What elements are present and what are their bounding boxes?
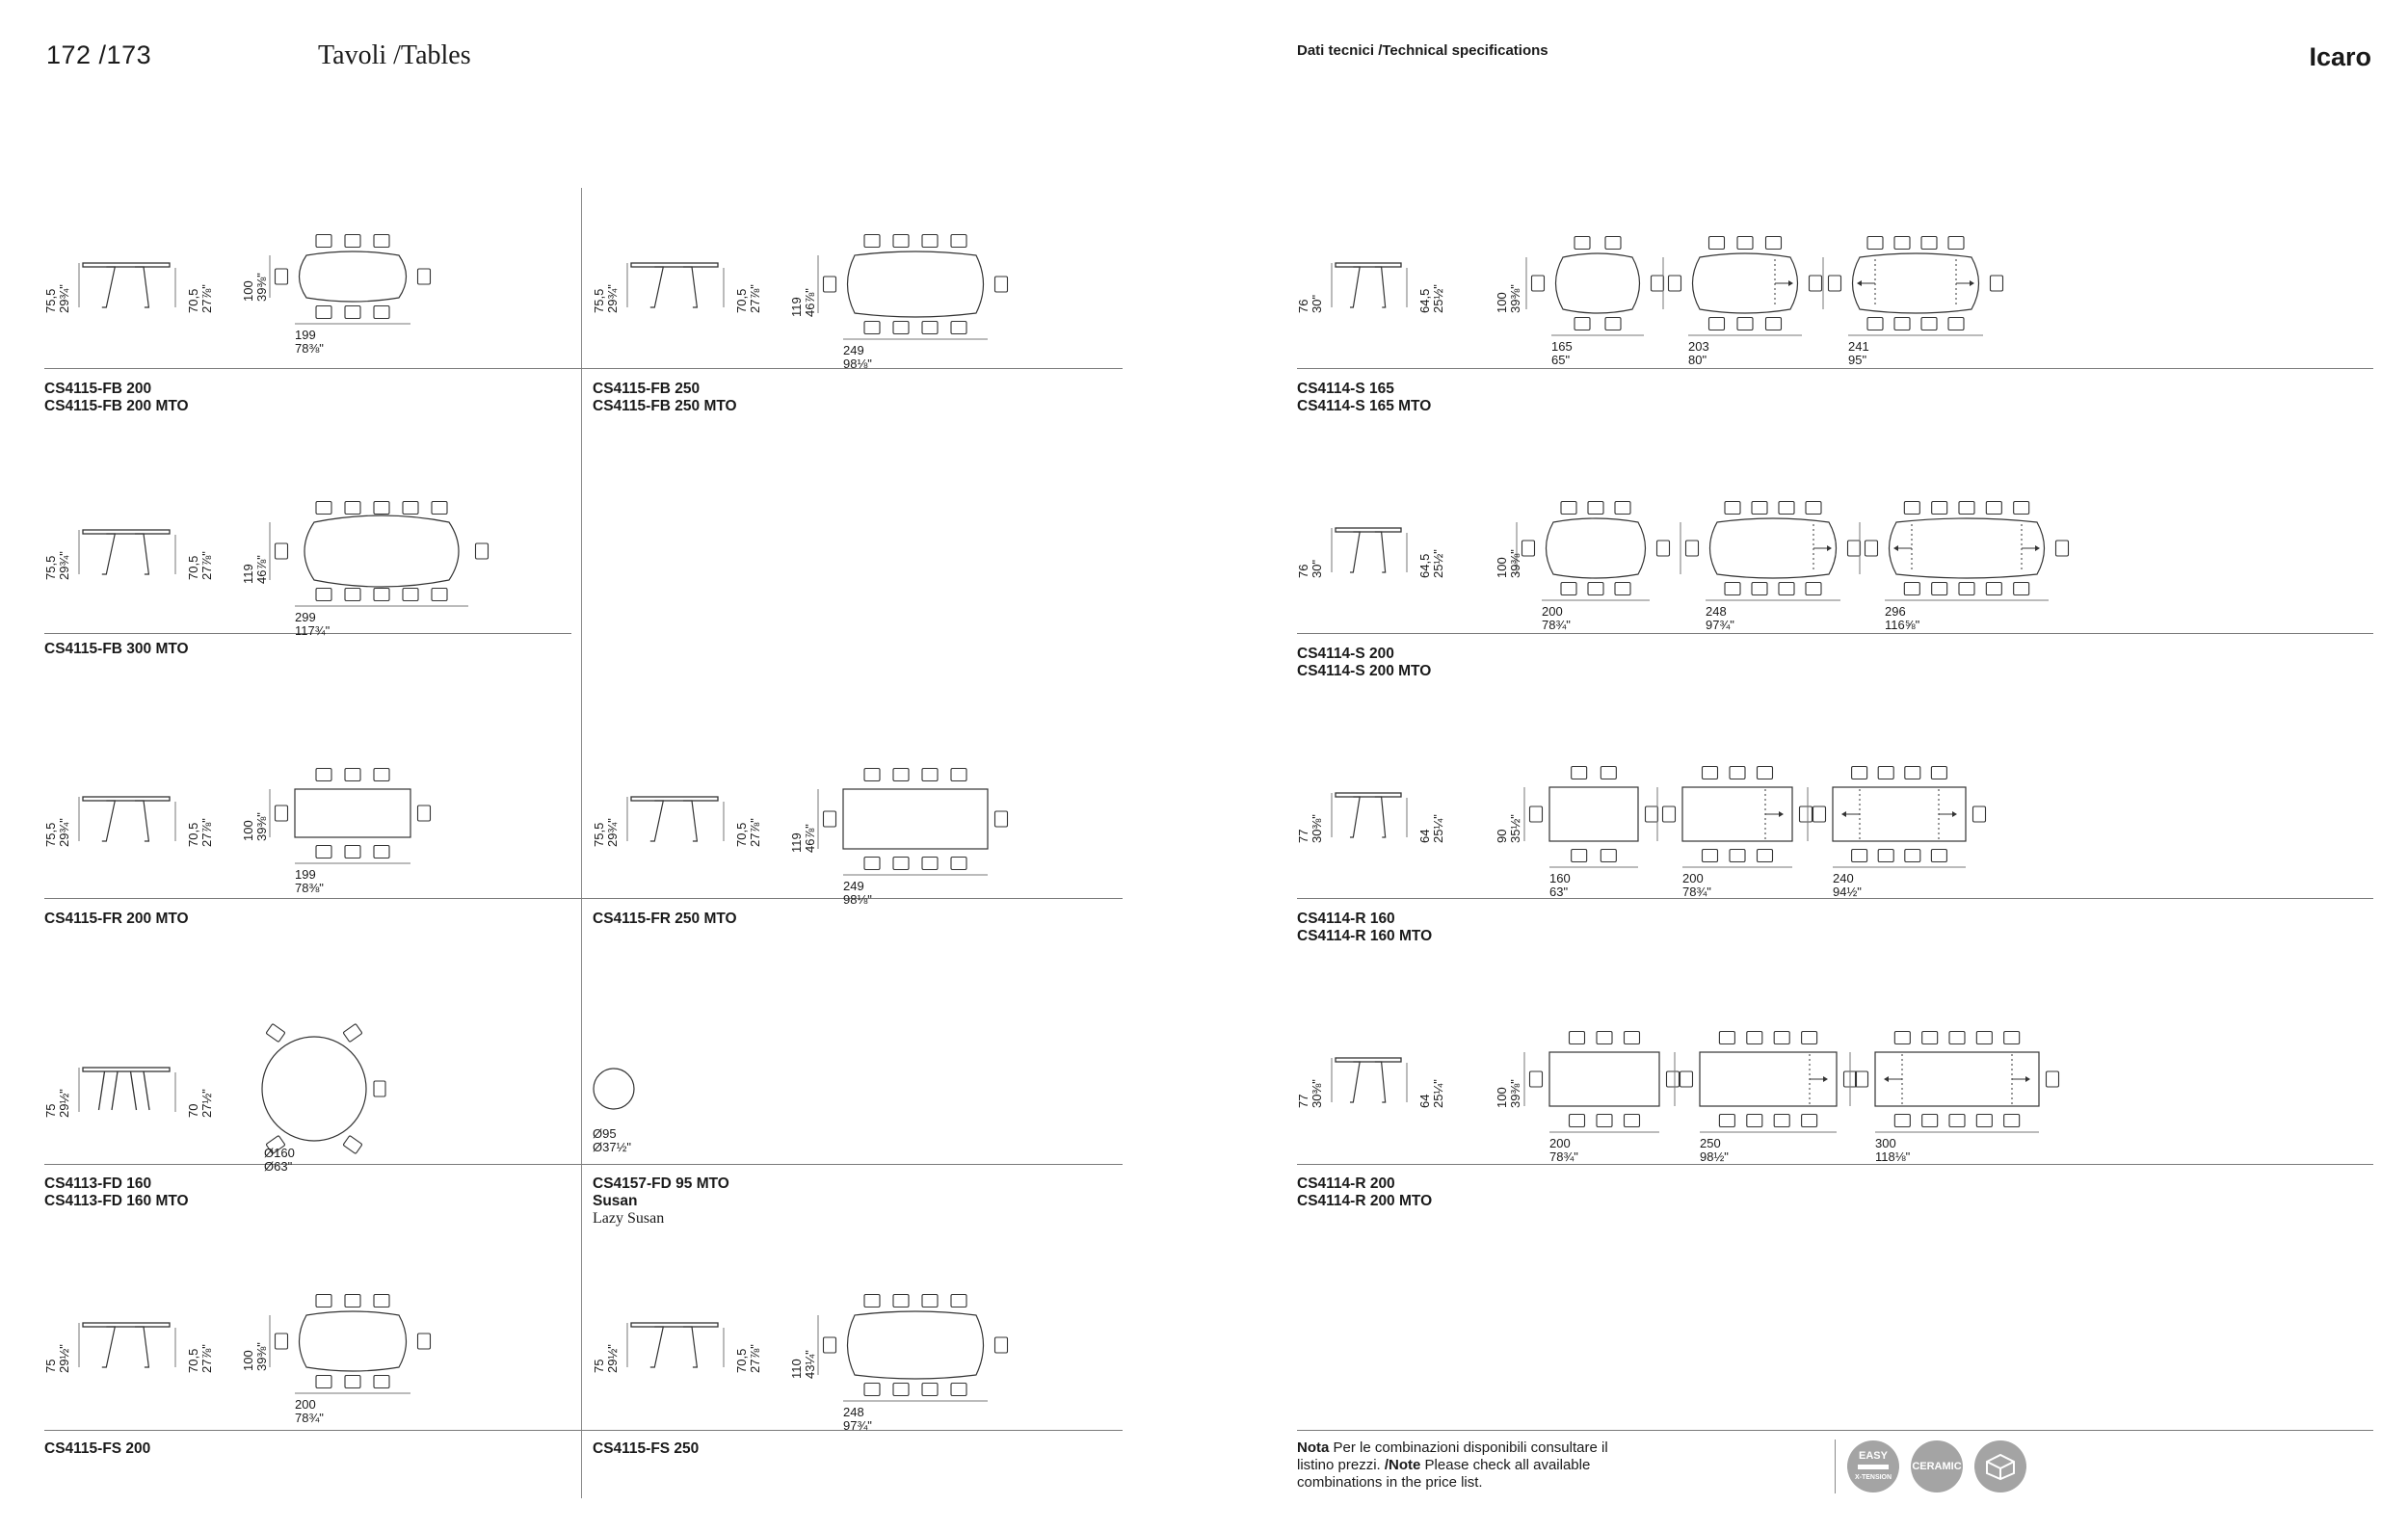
dimension-label: 119 [789, 297, 804, 317]
table-elevation [1332, 263, 1407, 307]
dimension-label: 70,5 [734, 288, 749, 313]
product-codes [593, 1175, 729, 1228]
dimension-label: 29½" [57, 1089, 71, 1118]
dimension-label: 248 [843, 1405, 864, 1419]
product-code: CS4114-R 160 [1297, 911, 1395, 927]
dimension-label: 241 [1848, 339, 1869, 354]
dimension-label: 39⅜" [1508, 284, 1522, 313]
arrowhead-icon [1857, 280, 1862, 286]
table-cell-fd95 [593, 983, 1132, 1243]
badge-ceramic-label: CERAMIC [1912, 1460, 1962, 1472]
table-row-s165 [1297, 188, 2373, 448]
product-code: CS4115-FB 200 MTO [44, 398, 189, 414]
product-code: CS4157-FD 95 MTO [593, 1175, 729, 1192]
table-plan [1524, 1032, 1680, 1133]
dimension-label: 64 [1417, 829, 1432, 843]
product-code: CS4115-FS 200 [44, 1440, 151, 1457]
dimension-label: 77 [1296, 1094, 1310, 1108]
product-code: CS4114-R 160 MTO [1297, 928, 1433, 944]
dimension-label: 29¾" [57, 818, 71, 847]
dimension-label: 75,5 [592, 288, 606, 313]
dimension-label: 97¾" [843, 1418, 872, 1433]
dimension-label: 43¼" [803, 1350, 817, 1379]
product-code: CS4114-R 200 [1297, 1175, 1395, 1192]
dimension-label: 46⅞" [803, 824, 817, 853]
drawing [44, 718, 584, 978]
arrowhead-icon [1893, 545, 1898, 551]
table-plan [1860, 502, 2069, 601]
table-plan [1526, 237, 1664, 336]
dimension-label: 200 [295, 1397, 316, 1412]
product-code: CS4114-S 200 [1297, 646, 1394, 662]
dimension-label: 25¼" [1431, 1079, 1445, 1108]
dimension-label: 30" [1310, 559, 1324, 578]
dimension-label: 117¾" [295, 623, 331, 638]
dimension-label: 75 [43, 1103, 58, 1118]
dimension-label: 70,5 [186, 555, 200, 580]
product-code: CS4113-FD 160 [44, 1175, 152, 1192]
dimension-label: 70 [186, 1103, 200, 1118]
drawing [44, 453, 584, 713]
dimension-label: 78¾" [1542, 618, 1571, 632]
dimension-label: 35½" [1508, 814, 1522, 843]
table-cell-fr200 [44, 718, 584, 978]
dimension-label: 100 [241, 1350, 255, 1371]
dimension-label: 78¾" [295, 1411, 324, 1425]
dimension-label: 98⅛" [843, 892, 872, 907]
drawing [593, 1248, 1132, 1508]
table-plan [270, 502, 489, 607]
dimension-label: 70,5 [734, 1348, 749, 1373]
arrowhead-icon [2035, 545, 2040, 551]
dimension-label: 27½" [199, 1089, 214, 1118]
dimension-label: 78⅜" [295, 341, 324, 356]
dimension-label: 203 [1688, 339, 1709, 354]
dimension-label: 90 [1495, 829, 1509, 843]
drawing [1297, 453, 2373, 713]
dimension-label: 70,5 [734, 822, 749, 847]
dimension-label: 27⅞" [748, 1344, 762, 1373]
product-code: CS4115-FB 200 [44, 381, 152, 397]
dimension-label: 64,5 [1417, 288, 1432, 313]
drawing [593, 718, 1132, 978]
dimension-label: 75 [43, 1359, 58, 1373]
easy-xtension-icon [1847, 1440, 1899, 1492]
dimension-label: 75,5 [43, 555, 58, 580]
dimension-label: 296 [1885, 604, 1906, 619]
table-row-r200 [1297, 983, 2373, 1243]
table-elevation [1332, 793, 1407, 837]
drawing [44, 1248, 584, 1508]
table-plan [1680, 502, 1861, 601]
dimension-label: 76 [1296, 299, 1310, 313]
dimension-label: 70,5 [186, 288, 200, 313]
dimension-label: 75,5 [592, 822, 606, 847]
table-cell-fs250 [593, 1248, 1132, 1508]
table-plan [1517, 502, 1670, 601]
table-row-r160 [1297, 718, 2373, 978]
row-divider [1297, 1430, 2373, 1431]
dimension-label: 27⅞" [748, 284, 762, 313]
arrowhead-icon [1779, 811, 1784, 817]
round-table-plan [262, 1023, 385, 1153]
product-codes [44, 381, 189, 415]
note-divider [1835, 1440, 1836, 1493]
table-plan [1657, 767, 1813, 868]
dimension-label: 165 [1551, 339, 1573, 354]
product-codes [1297, 911, 1432, 945]
box-shape-icon [1984, 1452, 2017, 1481]
table-elevation [79, 530, 175, 574]
badge-xtension-label: X-TENSION [1854, 1473, 1892, 1481]
table-plan [818, 769, 1008, 876]
product-codes [44, 911, 189, 928]
table-elevation [79, 1323, 175, 1367]
table-plan [270, 769, 431, 864]
dimension-label: 75,5 [43, 822, 58, 847]
dimension-label: Ø95 [593, 1126, 617, 1141]
arrowhead-icon [1970, 280, 1974, 286]
box-icon [1974, 1440, 2026, 1492]
dimension-label: 199 [295, 328, 316, 342]
dimension-label: 100 [241, 820, 255, 841]
dimension-label: 70,5 [186, 822, 200, 847]
product-codes [44, 1175, 189, 1210]
dimension-label: 98⅛" [843, 357, 872, 371]
product-code: CS4114-S 200 MTO [1297, 663, 1432, 679]
dimension-label: Ø37½" [593, 1140, 632, 1154]
dimension-label: 80" [1688, 353, 1707, 367]
bar-icon [1858, 1465, 1889, 1469]
dimension-label: 199 [295, 867, 316, 882]
dimension-label: 39⅜" [1508, 549, 1522, 578]
dimension-label: 200 [1549, 1136, 1571, 1150]
arrowhead-icon [1823, 1076, 1828, 1082]
badge-easy-label: EASY [1859, 1449, 1888, 1462]
arrowhead-icon [1788, 280, 1793, 286]
dimension-label: 27⅞" [748, 818, 762, 847]
dimension-label: 100 [1495, 1087, 1509, 1108]
arrowhead-icon [1827, 545, 1832, 551]
dimension-label: 77 [1296, 829, 1310, 843]
dimension-label: 39⅜" [254, 1342, 269, 1371]
table-plan [818, 1295, 1008, 1402]
table-plan [1808, 767, 1986, 868]
product-codes [1297, 381, 1431, 415]
table-elevation [79, 263, 175, 307]
dimension-label: 76 [1296, 564, 1310, 578]
product-subname-en: Lazy Susan [593, 1210, 665, 1227]
dimension-label: 248 [1706, 604, 1727, 619]
dimension-label: 97¾" [1706, 618, 1734, 632]
note-body-it: Per le combinazioni disponibili consultare il listino prezzi. [1297, 1440, 1608, 1473]
note-label-en: /Note [1384, 1457, 1421, 1473]
table-cell-fb250 [593, 188, 1132, 448]
table-elevation [627, 1323, 724, 1367]
dimension-label: 30⅜" [1310, 1079, 1324, 1108]
product-code: CS4113-FD 160 MTO [44, 1193, 189, 1209]
dimension-label: 39⅜" [1508, 1079, 1522, 1108]
table-plan [270, 1295, 431, 1394]
table-cell-fr250 [593, 718, 1132, 978]
dimension-label: 200 [1542, 604, 1563, 619]
dimension-label: 27⅞" [199, 818, 214, 847]
dimension-label: 94½" [1833, 885, 1862, 899]
dimension-label: 63" [1549, 885, 1569, 899]
dimension-label: 64,5 [1417, 553, 1432, 578]
table-elevation [79, 1068, 175, 1112]
table-plan [818, 235, 1008, 340]
note-text [1297, 1440, 1625, 1492]
dimension-label: 27⅞" [199, 284, 214, 313]
drawing [1297, 983, 2373, 1243]
table-elevation [1332, 528, 1407, 572]
dimension-label: 30" [1310, 294, 1324, 313]
dimension-label: 119 [789, 832, 804, 853]
product-subname: Susan [593, 1193, 638, 1209]
dimension-label: 160 [1549, 871, 1571, 885]
spec-title: Dati tecnici /Technical specifications [1297, 42, 1548, 59]
dimension-label: 29¾" [57, 551, 71, 580]
dimension-label: 29¾" [605, 284, 620, 313]
table-cell-fd160 [44, 983, 584, 1243]
dimension-label: 29½" [605, 1344, 620, 1373]
dimension-label: 95" [1848, 353, 1867, 367]
note-label-it: Nota [1297, 1440, 1330, 1456]
table-plan [1850, 1032, 2059, 1133]
arrowhead-icon [1952, 811, 1957, 817]
lazy-susan-plan [594, 1069, 634, 1109]
dimension-label: 27⅞" [199, 1344, 214, 1373]
dimension-label: 29¾" [605, 818, 620, 847]
table-row-s200 [1297, 453, 2373, 713]
table-plan [1675, 1032, 1857, 1133]
dimension-label: 249 [843, 343, 864, 357]
dimension-label: 27⅞" [199, 551, 214, 580]
table-cell-fb300 [44, 453, 584, 713]
dimension-label: 64 [1417, 1094, 1432, 1108]
dimension-label: 100 [1495, 557, 1509, 578]
product-codes [593, 911, 737, 928]
product-code: CS4115-FR 200 MTO [44, 911, 189, 927]
table-plan [1663, 237, 1822, 336]
dimension-label: 25½" [1431, 549, 1445, 578]
dimension-label: 100 [241, 280, 255, 302]
dimension-label: Ø63" [264, 1159, 293, 1174]
dimension-label: 78⅜" [295, 881, 324, 895]
table-elevation [627, 263, 724, 307]
product-codes [593, 1440, 699, 1458]
product-code: CS4115-FS 250 [593, 1440, 700, 1457]
product-codes [1297, 1175, 1432, 1210]
table-elevation [1332, 1058, 1407, 1102]
product-codes [1297, 646, 1431, 680]
dimension-label: 240 [1833, 871, 1854, 885]
table-plan [1823, 237, 2003, 336]
dimension-label: 75,5 [43, 288, 58, 313]
dimension-label: 116⅝" [1885, 618, 1920, 632]
table-plan [1524, 767, 1658, 868]
dimension-label: 200 [1682, 871, 1704, 885]
table-cell-fb200 [44, 188, 584, 448]
dimension-label: 25½" [1431, 284, 1445, 313]
page-numbers: 172 /173 [46, 40, 152, 69]
product-code: CS4115-FB 250 MTO [593, 398, 737, 414]
note-body-en: Please check all available combinations in the price list. [1297, 1457, 1591, 1491]
drawing [1297, 188, 2373, 448]
table-elevation [627, 797, 724, 841]
product-codes [593, 381, 737, 415]
dimension-label: 39⅜" [254, 812, 269, 841]
product-codes [44, 1440, 150, 1458]
table-plan [270, 235, 431, 325]
dimension-label: 29½" [57, 1344, 71, 1373]
arrowhead-icon [1841, 811, 1846, 817]
dimension-label: 78¾" [1549, 1149, 1578, 1164]
dimension-label: 29¾" [57, 284, 71, 313]
table-elevation [79, 797, 175, 841]
arrowhead-icon [1884, 1076, 1889, 1082]
section-title: Tavoli /Tables [318, 40, 471, 70]
dimension-label: 299 [295, 610, 316, 624]
dimension-label: 65" [1551, 353, 1571, 367]
dimension-label: 100 [1495, 292, 1509, 313]
dimension-label: 39⅜" [254, 273, 269, 302]
brand-name: Icaro [2309, 42, 2371, 71]
product-code: CS4114-S 165 [1297, 381, 1394, 397]
dimension-label: 25¼" [1431, 814, 1445, 843]
dimension-label: 46⅞" [254, 555, 269, 584]
arrowhead-icon [2025, 1076, 2030, 1082]
dimension-label: 249 [843, 879, 864, 893]
product-code: CS4115-FB 300 MTO [44, 641, 189, 657]
dimension-label: 46⅞" [803, 288, 817, 317]
product-codes [44, 641, 189, 658]
dimension-label: Ø160 [264, 1146, 295, 1160]
drawing [1297, 718, 2373, 978]
dimension-label: 75 [592, 1359, 606, 1373]
product-code: CS4115-FR 250 MTO [593, 911, 737, 927]
dimension-label: 70,5 [186, 1348, 200, 1373]
dimension-label: 98½" [1700, 1149, 1729, 1164]
dimension-label: 110 [789, 1359, 804, 1379]
dimension-label: 300 [1875, 1136, 1896, 1150]
dimension-label: 30⅜" [1310, 814, 1324, 843]
table-cell-fs200 [44, 1248, 584, 1508]
product-code: CS4114-R 200 MTO [1297, 1193, 1433, 1209]
product-code: CS4115-FB 250 [593, 381, 701, 397]
ceramic-icon [1911, 1440, 1963, 1492]
dimension-label: 250 [1700, 1136, 1721, 1150]
dimension-label: 119 [241, 564, 255, 584]
dimension-label: 78¾" [1682, 885, 1711, 899]
product-code: CS4114-S 165 MTO [1297, 398, 1432, 414]
dimension-label: 118⅛" [1875, 1149, 1911, 1164]
